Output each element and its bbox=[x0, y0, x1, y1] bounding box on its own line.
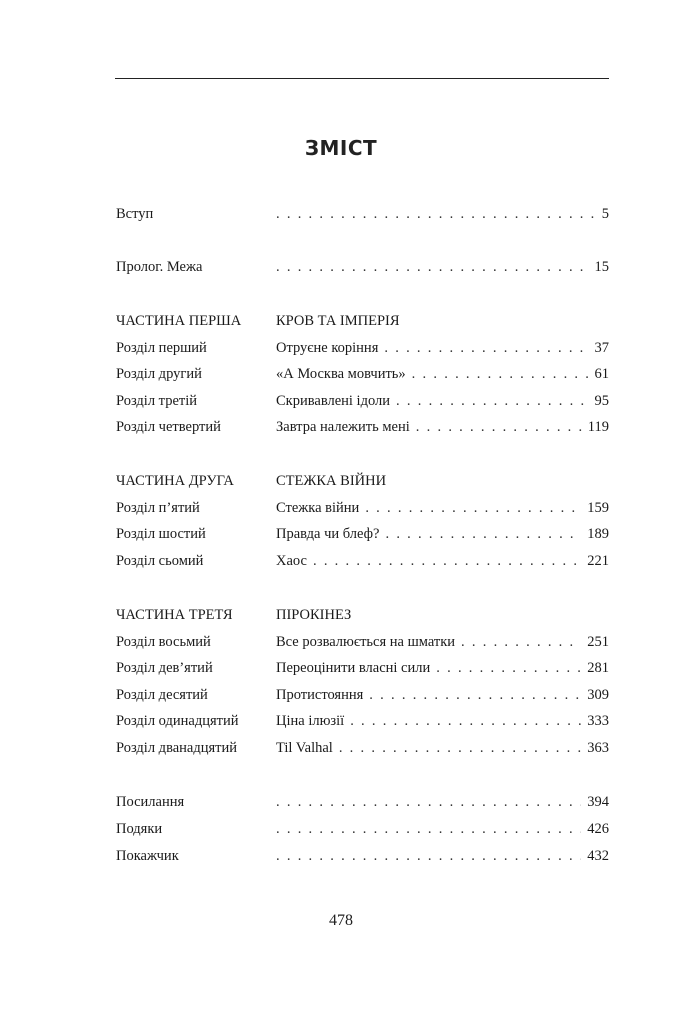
toc-part-heading bbox=[116, 470, 609, 492]
entry-detail bbox=[276, 550, 609, 572]
chapter-title: Til Valhal bbox=[276, 740, 333, 756]
entry-detail bbox=[276, 497, 609, 519]
dot-leader bbox=[339, 737, 581, 759]
dot-leader bbox=[385, 523, 581, 545]
header-rule bbox=[115, 78, 609, 79]
entry-detail bbox=[276, 390, 609, 412]
page-ref: 251 bbox=[587, 634, 609, 650]
toc-entry bbox=[116, 256, 609, 278]
dot-leader bbox=[313, 550, 581, 572]
toc-entry bbox=[116, 550, 609, 572]
dot-leader bbox=[365, 497, 581, 519]
toc-entry bbox=[116, 737, 609, 759]
entry-detail bbox=[276, 737, 609, 759]
entry-label: Розділ третій bbox=[116, 393, 198, 409]
part-title: КРОВ ТА ІМПЕРІЯ bbox=[276, 313, 400, 329]
page-ref: 95 bbox=[594, 393, 609, 409]
dot-leader bbox=[384, 337, 588, 359]
page-ref: 432 bbox=[587, 848, 609, 864]
part-label: ЧАСТИНА ДРУГА bbox=[116, 473, 234, 489]
toc-entry bbox=[116, 416, 609, 438]
entry-label: Розділ восьмий bbox=[116, 634, 211, 650]
chapter-title: Ціна ілюзії bbox=[276, 713, 345, 729]
page-ref: 37 bbox=[594, 340, 609, 356]
dot-leader bbox=[276, 818, 581, 840]
entry-detail bbox=[276, 363, 609, 385]
entry-detail bbox=[276, 631, 609, 653]
entry-label: Вступ bbox=[116, 206, 154, 222]
toc-entry bbox=[116, 791, 609, 813]
entry-label: Розділ четвертий bbox=[116, 419, 221, 435]
dot-leader bbox=[369, 684, 581, 706]
chapter-title: «А Москва мовчить» bbox=[276, 366, 406, 382]
part-label: ЧАСТИНА ТРЕТЯ bbox=[116, 607, 233, 623]
entry-label: Розділ дев’ятий bbox=[116, 660, 213, 676]
entry-label: Розділ одинадцятий bbox=[116, 713, 239, 729]
toc-part-heading bbox=[116, 310, 609, 332]
entry-detail bbox=[276, 710, 609, 732]
page-ref: 119 bbox=[587, 419, 609, 435]
dot-leader bbox=[416, 416, 582, 438]
page-ref: 394 bbox=[587, 794, 609, 810]
chapter-title: Протистояння bbox=[276, 687, 364, 703]
toc-entry bbox=[116, 523, 609, 545]
entry-detail bbox=[276, 256, 609, 278]
toc-heading: ЗМІСТ bbox=[304, 136, 378, 160]
dot-leader bbox=[276, 791, 581, 813]
entry-label: Розділ десятий bbox=[116, 687, 208, 703]
entry-label: Розділ п’ятий bbox=[116, 500, 200, 516]
entry-detail bbox=[276, 845, 609, 867]
chapter-title: Правда чи блеф? bbox=[276, 526, 380, 542]
chapter-title: Скривавлені ідоли bbox=[276, 393, 391, 409]
toc-entry bbox=[116, 684, 609, 706]
entry-label: Посилання bbox=[116, 794, 185, 810]
chapter-title: Отруєне коріння bbox=[276, 340, 379, 356]
part-title: ПІРОКІНЕЗ bbox=[276, 607, 352, 623]
entry-detail bbox=[276, 337, 609, 359]
entry-detail bbox=[276, 416, 609, 438]
toc-entry bbox=[116, 818, 609, 840]
entry-label: Розділ сьомий bbox=[116, 553, 204, 569]
dot-leader bbox=[276, 203, 596, 225]
chapter-title: Хаос bbox=[276, 553, 307, 569]
entry-label: Подяки bbox=[116, 821, 163, 837]
dot-leader bbox=[350, 710, 581, 732]
page-ref: 333 bbox=[587, 713, 609, 729]
toc-entry bbox=[116, 657, 609, 679]
toc-entry bbox=[116, 363, 609, 385]
toc-entry bbox=[116, 390, 609, 412]
chapter-title: Стежка війни bbox=[276, 500, 360, 516]
chapter-title: Завтра належить мені bbox=[276, 419, 410, 435]
page-ref: 363 bbox=[587, 740, 609, 756]
entry-detail bbox=[276, 791, 609, 813]
page-number: 478 bbox=[329, 912, 353, 929]
toc-part-heading bbox=[116, 604, 609, 626]
toc-entry bbox=[116, 203, 609, 225]
page-ref: 15 bbox=[594, 259, 609, 275]
entry-detail bbox=[276, 310, 609, 332]
entry-detail bbox=[276, 684, 609, 706]
chapter-title: Все розвалюється на шматки bbox=[276, 634, 456, 650]
entry-detail bbox=[276, 203, 609, 225]
toc-entry bbox=[116, 710, 609, 732]
entry-detail bbox=[276, 818, 609, 840]
entry-label: Розділ дванадцятий bbox=[116, 740, 238, 756]
entry-label: Розділ перший bbox=[116, 340, 207, 356]
toc-entry bbox=[116, 845, 609, 867]
page-ref: 281 bbox=[587, 660, 609, 676]
toc-entry bbox=[116, 337, 609, 359]
entry-label: Пролог. Межа bbox=[116, 259, 203, 275]
page-ref: 159 bbox=[587, 500, 609, 516]
dot-leader bbox=[276, 256, 589, 278]
part-title: СТЕЖКА ВІЙНИ bbox=[276, 473, 387, 489]
page-ref: 5 bbox=[601, 206, 609, 222]
dot-leader bbox=[436, 657, 581, 679]
dot-leader bbox=[412, 363, 589, 385]
entry-detail bbox=[276, 657, 609, 679]
toc-entry bbox=[116, 497, 609, 519]
page-ref: 189 bbox=[587, 526, 609, 542]
entry-label: Розділ шостий bbox=[116, 526, 206, 542]
chapter-title: Переоцінити власні сили bbox=[276, 660, 431, 676]
dot-leader bbox=[396, 390, 588, 412]
entry-label: Покажчик bbox=[116, 848, 179, 864]
entry-label: Розділ другий bbox=[116, 366, 202, 382]
page-ref: 61 bbox=[594, 366, 609, 382]
entry-detail bbox=[276, 523, 609, 545]
part-label: ЧАСТИНА ПЕРША bbox=[116, 313, 242, 329]
dot-leader bbox=[276, 845, 581, 867]
entry-detail bbox=[276, 604, 609, 626]
toc-entry bbox=[116, 631, 609, 653]
dot-leader bbox=[461, 631, 581, 653]
page-ref: 221 bbox=[587, 553, 609, 569]
page-ref: 309 bbox=[587, 687, 609, 703]
page-ref: 426 bbox=[587, 821, 609, 837]
entry-detail bbox=[276, 470, 609, 492]
